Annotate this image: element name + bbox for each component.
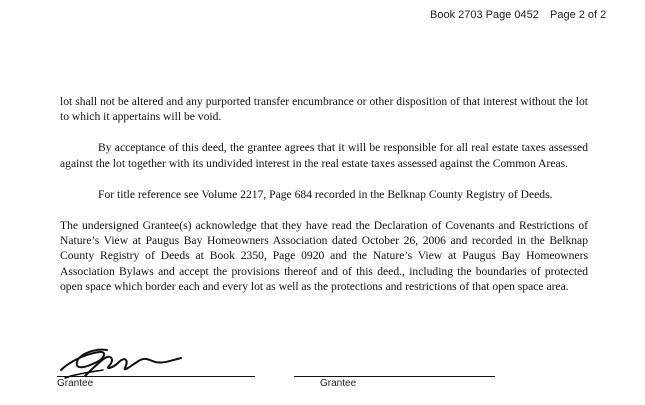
handwritten-signature (55, 340, 195, 385)
grantee-label-1: Grantee (57, 378, 94, 389)
page-number: Page 2 of 2 (550, 9, 607, 21)
paragraph-title-reference: For title reference see Volume 2217, Page 684 recorded in the Belknap County Registry of Deeds. (98, 187, 553, 201)
grantee-signature-line-2 (294, 376, 495, 377)
deed-body (60, 94, 588, 310)
paragraph-lot-interest: lot shall not be altered and any purported transfer encumbrance or other disposition of that interest without the lot to which it appertains will be void. (60, 95, 588, 124)
grantee-label-2: Grantee (320, 378, 357, 389)
paragraph-grantee-acknowledgement: The undersigned Grantee(s) acknowledge that they have read the Declaration of Covenants and Restrictions of Nature’s View at Paugus Bay Homeowners Association dated October 26, 2006 and recorded in the Belknap County Registry of Deeds at Book 2350, Page 0920 and the Nature’s View at Paugus Bay Homeowners Association Bylaws and accept the provisions thereof and of this deed., including the boundaries of protected open space which border each and every lot as well as the protections and restrictions of that open space area. (60, 219, 588, 293)
grantee-signature-line-1 (57, 376, 255, 377)
paragraph-tax-responsibility: By acceptance of this deed, the grantee agrees that it will be responsible for all real estate taxes assessed against the lot together with its undivided interest in the real estate taxes assessed against the Common Areas. (60, 141, 588, 170)
book-page-reference: Book 2703 Page 0452 (430, 9, 539, 21)
